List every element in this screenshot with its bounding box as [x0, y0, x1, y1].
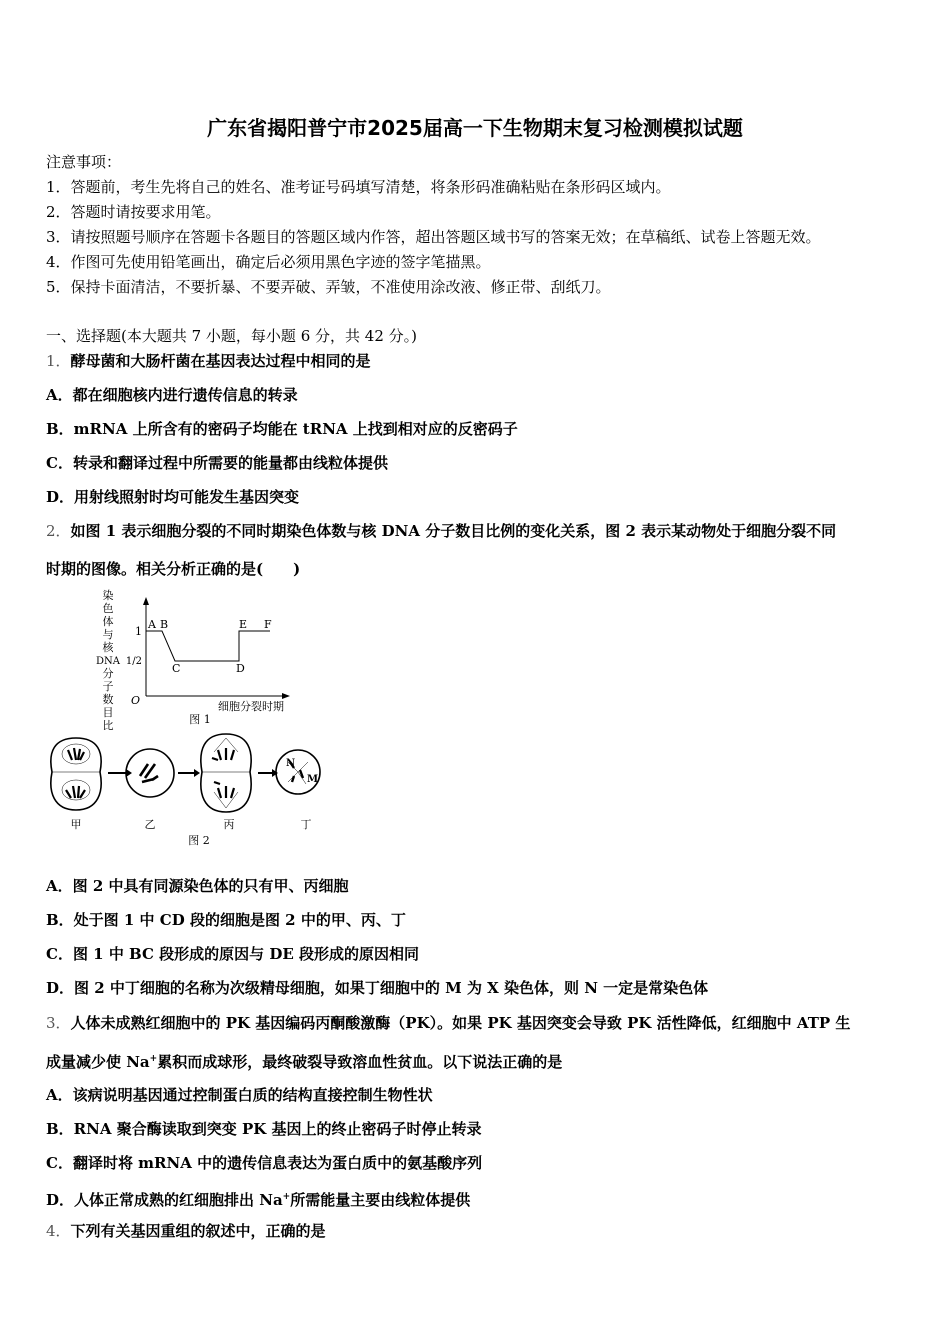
- q2-option-a: A．图 2 中具有同源染色体的只有甲、丙细胞: [46, 877, 349, 895]
- question-2: [46, 521, 836, 541]
- svg-text:数: 数: [102, 693, 114, 706]
- x-axis-label: 细胞分裂时期: [218, 700, 284, 713]
- y-axis-arrow: [143, 597, 149, 605]
- question-stem: 人体未成熟红细胞中的 PK 基因编码丙酮酸激酶（PK）。如果 PK 基因突变会导致 PK 活性降低，红细胞中 ATP 生: [70, 1014, 851, 1032]
- svg-text:比: 比: [102, 719, 114, 730]
- svg-text:分: 分: [102, 667, 114, 680]
- point-f: F: [264, 618, 272, 631]
- notice-item: 2．答题时请按要求用笔。: [46, 203, 221, 221]
- notice-item: 1．答题前，考生先将自己的姓名、准考证号码填写清楚，将条形码准确粘贴在条形码区域内。: [46, 178, 671, 196]
- question-1: [46, 351, 371, 371]
- figure-1-graph: [96, 588, 306, 730]
- arrow-icon: [258, 769, 278, 777]
- question-stem: 酵母菌和大肠杆菌在基因表达过程中相同的是: [70, 352, 371, 370]
- question-stem: 下列有关基因重组的叙述中，正确的是: [70, 1222, 326, 1240]
- q3-option-b: B．RNA 聚合酶读取到突变 PK 基因上的终止密码子时停止转录: [46, 1120, 482, 1138]
- notice-item: 4．作图可先使用铅笔画出，确定后必须用黑色字迹的签字笔描黑。: [46, 253, 491, 271]
- page-title: 广东省揭阳普宁市2025届高一下生物期末复习检测模拟试题: [207, 116, 743, 140]
- point-b: B: [160, 618, 169, 631]
- cell-label: 甲: [70, 818, 82, 831]
- question-4: [46, 1221, 326, 1241]
- point-e: E: [239, 618, 248, 631]
- section-heading: 一、选择题(本大题共 7 小题，每小题 6 分，共 42 分。): [46, 327, 417, 345]
- arrow-icon: [178, 769, 200, 777]
- q1-option-a: A．都在细胞核内进行遗传信息的转录: [46, 386, 298, 404]
- notice-item: 5．保持卡面清洁，不要折暴、不要弄破、弄皱，不准使用涂改液、修正带、刮纸刀。: [46, 278, 611, 296]
- chromosome-label-m: M: [307, 774, 319, 785]
- cell-ding: [276, 750, 320, 794]
- q2-option-c: C．图 1 中 BC 段形成的原因与 DE 段形成的原因相同: [46, 945, 420, 963]
- svg-text:目: 目: [102, 706, 114, 719]
- question-number: 4．: [46, 1222, 71, 1240]
- figure-2-cells: [44, 730, 334, 850]
- cell-label: 乙: [144, 818, 156, 831]
- question-number: 3．: [46, 1014, 71, 1032]
- q1-option-d: D．用射线照射时均可能发生基因突变: [46, 488, 300, 506]
- question-3-cont: 成量减少使 Na+累积而成球形，最终破裂导致溶血性贫血。以下说法正确的是: [46, 1053, 563, 1071]
- cell-bing: [201, 734, 251, 812]
- cell-yi: [126, 749, 174, 797]
- svg-text:染: 染: [102, 589, 114, 602]
- cell-label: 丁: [300, 818, 312, 831]
- svg-text:与: 与: [102, 628, 114, 641]
- q3-option-c: C．翻译时将 mRNA 中的遗传信息表达为蛋白质中的氨基酸序列: [46, 1154, 483, 1172]
- svg-text:体: 体: [102, 615, 114, 628]
- svg-text:DNA: DNA: [96, 656, 120, 667]
- ratio-line: [146, 631, 270, 661]
- svg-text:核: 核: [102, 641, 114, 654]
- origin-label: O: [130, 694, 140, 707]
- arrow-icon: [108, 769, 132, 777]
- figure-1-ylabel: [96, 588, 121, 730]
- question-2-cont: 时期的图像。相关分析正确的是( ): [46, 560, 301, 578]
- question-number: 2．: [46, 522, 71, 540]
- q1-option-c: C．转录和翻译过程中所需要的能量都由线粒体提供: [46, 454, 388, 472]
- figure-1-caption: 图 1: [189, 713, 211, 726]
- question-3: [46, 1013, 850, 1033]
- y-tick-half: 1/2: [125, 656, 142, 667]
- q2-option-b: B．处于图 1 中 CD 段的细胞是图 2 中的甲、丙、丁: [46, 911, 406, 929]
- svg-text:子: 子: [102, 680, 114, 693]
- question-stem: 如图 1 表示细胞分裂的不同时期染色体数与核 DNA 分子数目比例的变化关系，图 2 表示某动物处于细胞分裂不同: [70, 522, 837, 540]
- q1-option-b: B．mRNA 上所含有的密码子均能在 tRNA 上找到相对应的反密码子: [46, 420, 518, 438]
- point-d: D: [236, 662, 245, 675]
- notice-item: 3．请按照题号顺序在答题卡各题目的答题区域内作答，超出答题区域书写的答案无效；在草稿纸、试卷上答题无效。: [46, 228, 821, 246]
- question-number: 1．: [46, 352, 71, 370]
- cell-jia: [51, 738, 101, 810]
- y-tick-1: 1: [135, 625, 142, 638]
- chromosome-label-n: N: [286, 758, 296, 769]
- point-c: C: [172, 662, 181, 675]
- figure-2-caption: 图 2: [188, 834, 210, 847]
- point-a: A: [148, 618, 156, 631]
- svg-text:色: 色: [102, 602, 114, 615]
- x-axis-arrow: [282, 693, 290, 699]
- cell-label: 丙: [223, 818, 235, 831]
- q3-option-d: D．人体正常成熟的红细胞排出 Na+所需能量主要由线粒体提供: [46, 1191, 471, 1209]
- q3-option-a: A．该病说明基因通过控制蛋白质的结构直接控制生物性状: [46, 1086, 433, 1104]
- q2-option-d: D．图 2 中丁细胞的名称为次级精母细胞，如果丁细胞中的 M 为 X 染色体，则 N 一定是常染色体: [46, 979, 709, 997]
- notice-heading: 注意事项：: [46, 153, 122, 171]
